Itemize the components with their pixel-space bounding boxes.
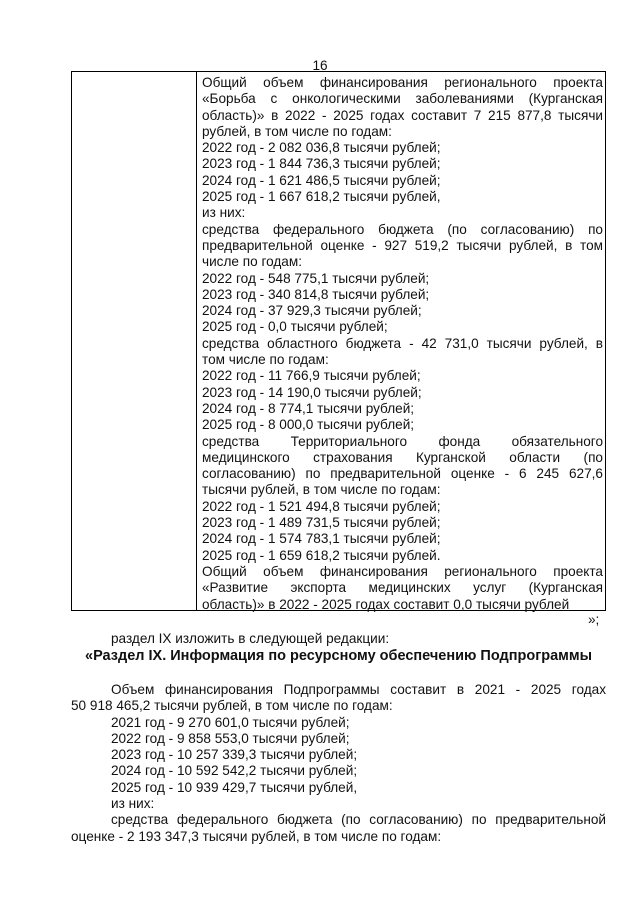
paragraph-line-2: 50 918 465,2 тысячи рублей, в том числе по годам:	[71, 698, 393, 714]
table-cell-line: 2025 год - 0,0 тысячи рублей;	[202, 319, 388, 335]
table-cell-line: 2024 год - 8 774,1 тысячи рублей;	[202, 400, 415, 416]
table-cell-line: 2023 год - 1 844 736,3 тысячи рублей;	[202, 156, 441, 172]
table-cell-line: согласованию) по предварительной оценке - 6 245 627,6	[202, 466, 603, 482]
table-cell-line: область)» в 2022 - 2025 годах составит 0,0 тысячи рублей	[202, 596, 570, 612]
year-line-2023: 2023 год - 10 257 339,3 тысячи рублей;	[111, 747, 358, 763]
table-cell-line: 2022 год - 1 521 494,8 тысячи рублей;	[202, 498, 441, 514]
table-cell-line: том числе по годам:	[202, 352, 329, 368]
table-cell-line: средства федерального бюджета (по согласованию) по	[202, 221, 603, 237]
section-header: «Раздел IX. Информация по ресурсному обеспечению Подпрограммы	[85, 648, 592, 664]
table-cell-line: из них:	[202, 205, 246, 221]
year-line-2024: 2024 год - 10 592 542,2 тысячи рублей;	[111, 763, 358, 779]
year-line-2022: 2022 год - 9 858 553,0 тысячи рублей;	[111, 730, 350, 746]
table-cell-line: 2022 год - 2 082 036,8 тысячи рублей;	[202, 140, 441, 156]
paragraph-line-1: Объем финансирования Подпрограммы составит в 2021 - 2025 годах	[111, 682, 606, 697]
table-cell-line: медицинского страхования Курганской области (по	[202, 449, 603, 465]
year-line-2025: 2025 год - 10 939 429,7 тысячи рублей,	[111, 779, 358, 795]
table-cell-line: средства Территориального фонда обязательного	[202, 433, 603, 449]
table-cell-funding-text	[202, 75, 603, 613]
table-cell-line: «Борьба с онкологическими заболеваниями (Курганская	[202, 91, 603, 107]
table-cell-line: область)» в 2022 - 2025 годах составит 7 215 877,8 тысячи	[202, 107, 603, 123]
table-cell-line: тысячи рублей, в том числе по годам:	[202, 482, 441, 498]
federal-line-1: средства федерального бюджета (по согласованию) по предварительной	[111, 812, 606, 828]
funding-paragraph	[71, 682, 606, 845]
closing-quote: »;	[588, 612, 600, 627]
funding-table	[71, 71, 606, 611]
table-cell-line: 2024 год - 1 574 783,1 тысячи рублей;	[202, 531, 441, 547]
table-cell-line: предварительной оценке - 927 519,2 тысячи рублей, в том	[202, 237, 603, 253]
year-line-2021: 2021 год - 9 270 601,0 тысячи рублей;	[111, 714, 350, 730]
table-column-divider	[196, 72, 197, 610]
table-cell-line: 2022 год - 548 775,1 тысячи рублей;	[202, 270, 430, 286]
table-cell-line: Общий объем финансирования регионального проекта	[202, 75, 603, 90]
section-header-block	[71, 648, 606, 664]
table-cell-line: 2024 год - 1 621 486,5 тысячи рублей;	[202, 172, 441, 188]
table-cell-line: 2025 год - 1 667 618,2 тысячи рублей,	[202, 189, 441, 205]
table-cell-line: 2025 год - 1 659 618,2 тысячи рублей.	[202, 547, 441, 563]
table-cell-line: числе по годам:	[202, 254, 302, 270]
page-number: 16	[312, 58, 328, 73]
table-cell-line: 2024 год - 37 929,3 тысячи рублей;	[202, 303, 422, 319]
table-cell-line: «Развитие экспорта медицинских услуг (Курганская	[202, 580, 603, 596]
table-cell-line: 2023 год - 340 814,8 тысячи рублей;	[202, 286, 430, 302]
table-cell-line: 2022 год - 11 766,9 тысячи рублей;	[202, 368, 421, 384]
amendment-intro-block	[71, 631, 606, 647]
of-them-label: из них:	[111, 796, 155, 812]
federal-line-2: оценке - 2 193 347,3 тысячи рублей, в том числе по годам:	[71, 828, 442, 844]
table-cell-line: 2023 год - 14 190,0 тысячи рублей;	[202, 384, 422, 400]
table-cell-line: 2023 год - 1 489 731,5 тысячи рублей;	[202, 515, 441, 531]
table-cell-line: рублей, в том числе по годам:	[202, 123, 392, 139]
table-cell-line: 2025 год - 8 000,0 тысячи рублей;	[202, 417, 415, 433]
table-cell-line: Общий объем финансирования регионального проекта	[202, 563, 603, 579]
amendment-intro: раздел IX изложить в следующей редакции:	[111, 631, 390, 646]
table-cell-line: средства областного бюджета - 42 731,0 тысячи рублей, в	[202, 335, 603, 351]
